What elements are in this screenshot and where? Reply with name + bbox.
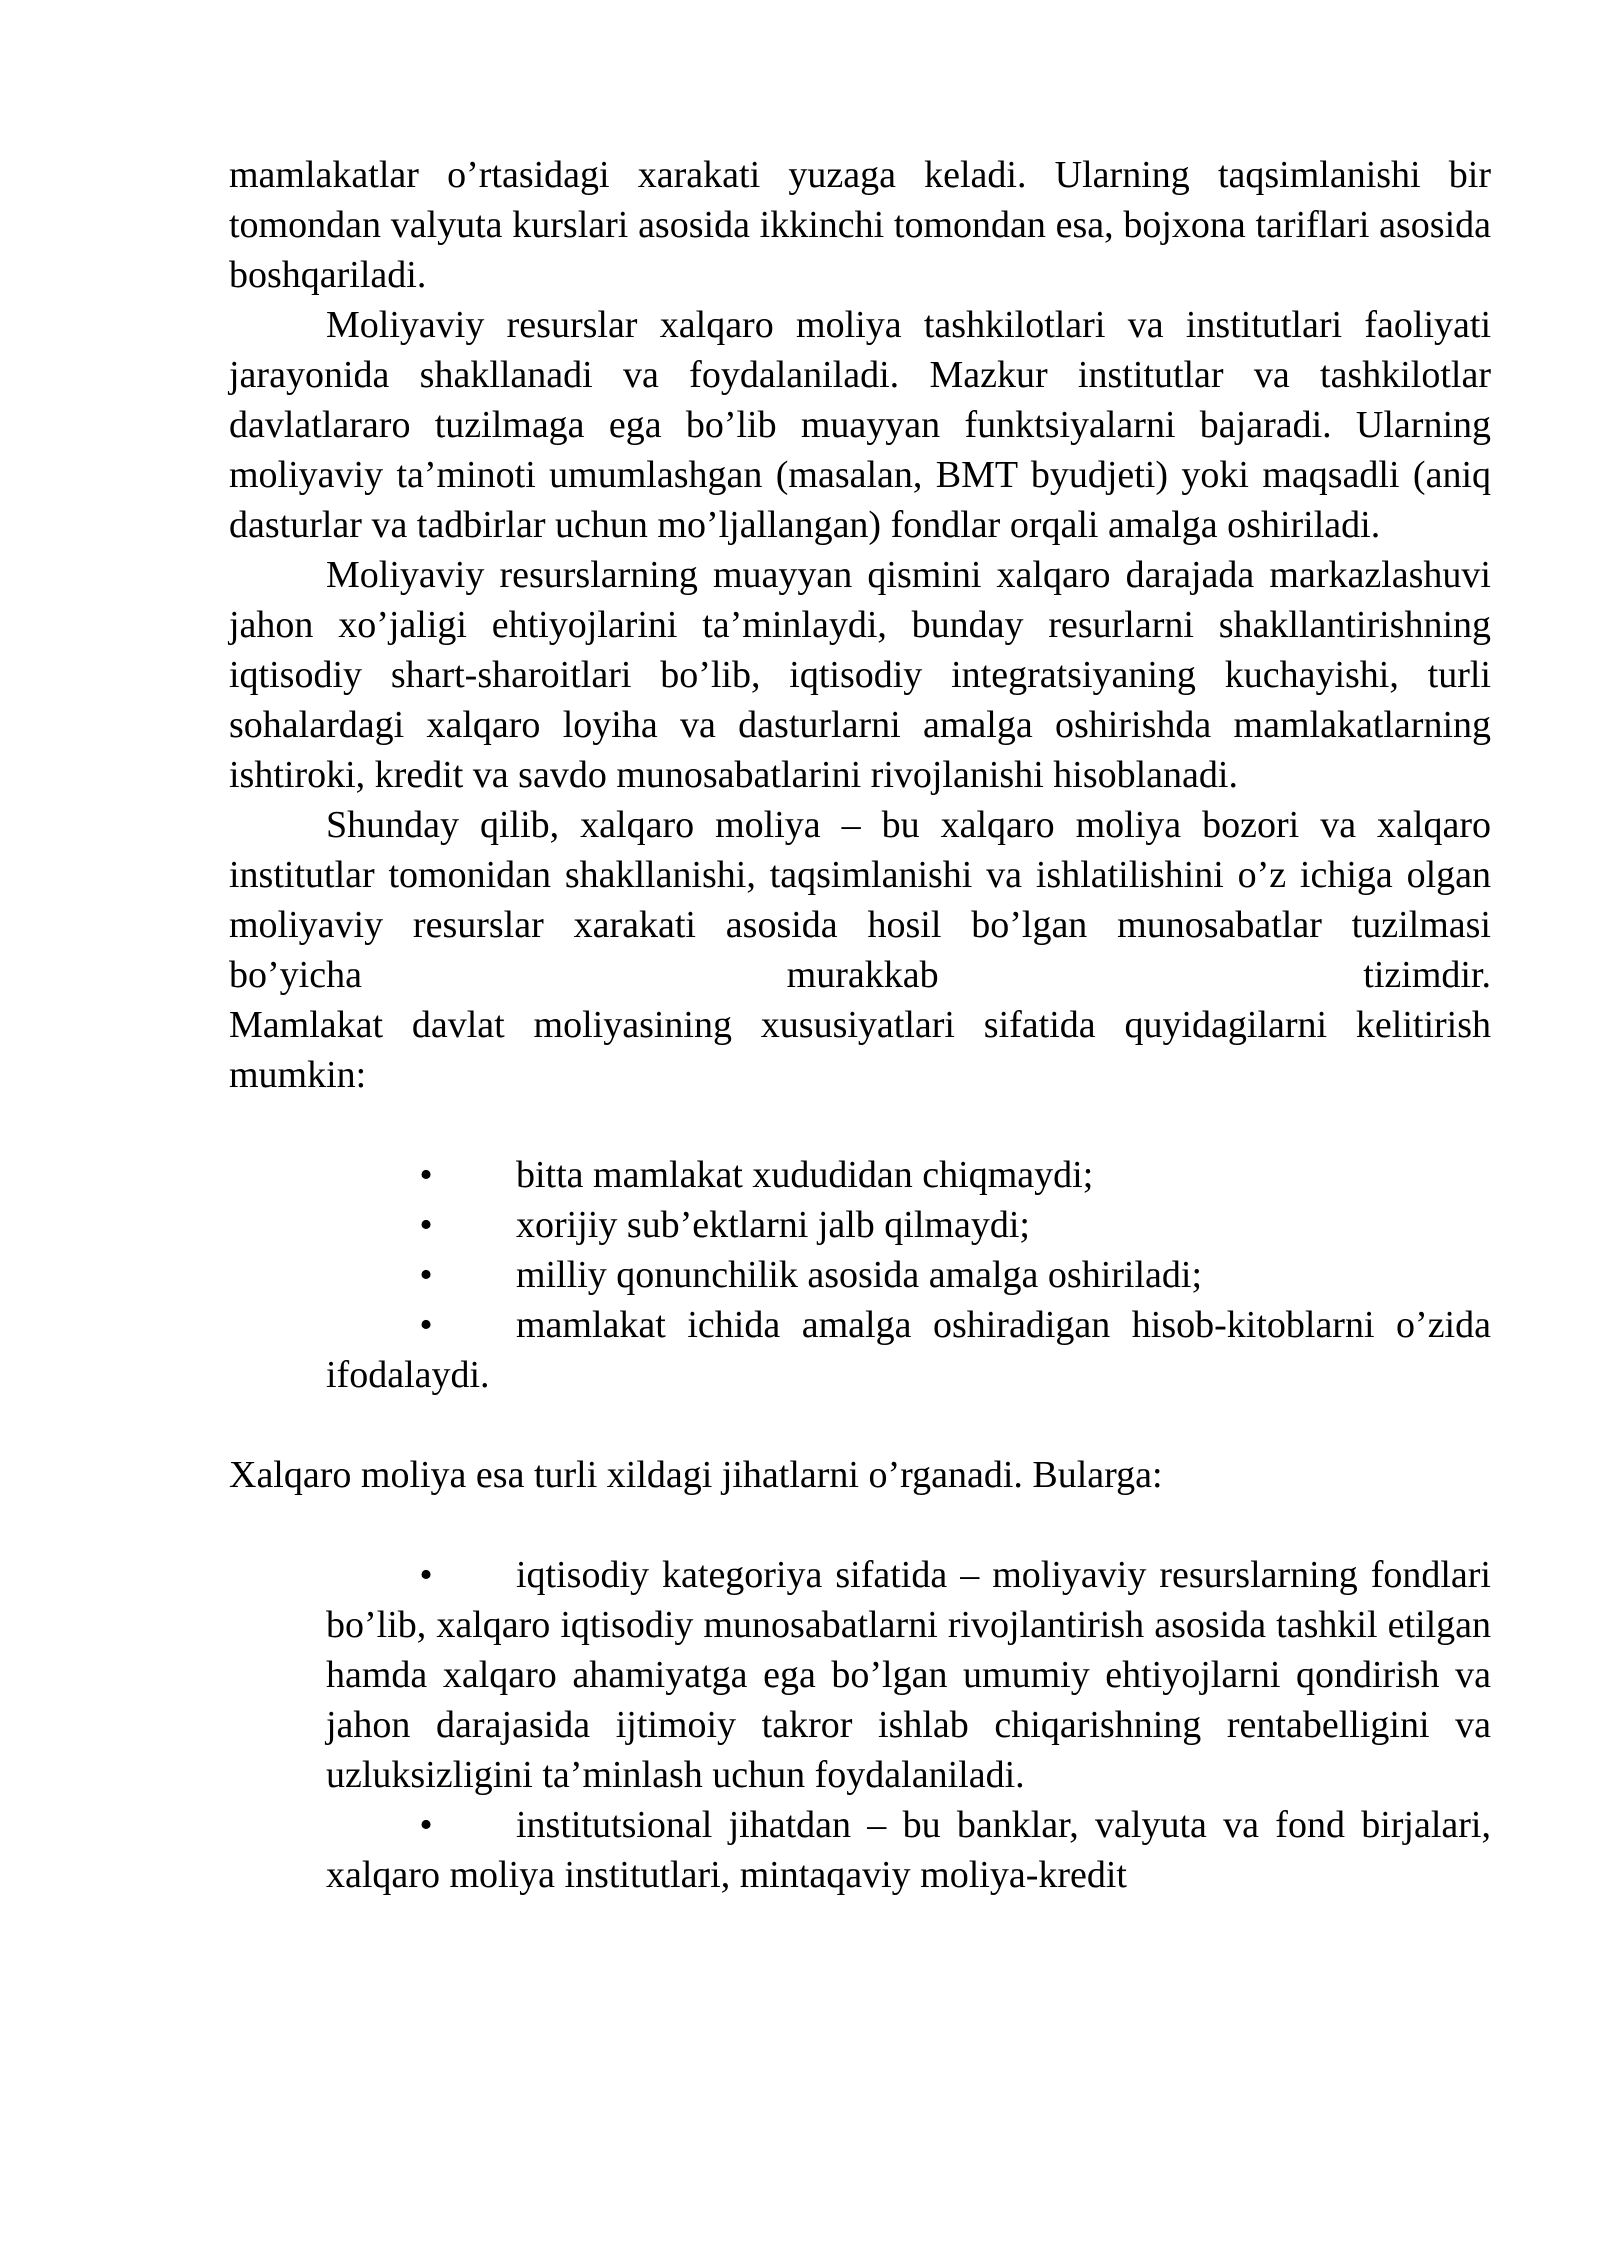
paragraph-1: mamlakatlar o’rtasidagi xarakati yuzaga keladi. Ularning taqsimlanishi bir tomondan valyuta kurslari asosida ikkinchi tomondan esa, bojxona tariflari asosida boshqariladi.	[229, 154, 1491, 296]
bullet-icon: •	[419, 1154, 433, 1196]
paragraph-6: Xalqaro moliya esa turli xildagi jihatlarni o’rganadi. Bularga:	[229, 1454, 1163, 1496]
bullet-icon: •	[419, 1554, 433, 1596]
paragraph-5: Mamlakat davlat moliyasining xususiyatlari sifatida quyidagilarni kelitirish mumkin:	[229, 1004, 1491, 1096]
bullet-icon: •	[419, 1204, 433, 1246]
list-item: • iqtisodiy kategoriya sifatida – moliyaviy resurslarning fondlari bo’lib, xalqaro iqtisodiy munosabatlarni rivojlantirish asosida tashkil etilgan hamda xalqaro ahamiyatga ega bo’lgan umumiy ehtiyojlarni qondirish va jahon darajasida ijtimoiy takror ishlab chiqarishning rentabelligini va uzluksizligini ta’minlash uchun foydalaniladi.	[326, 1550, 1491, 1800]
list-item: • mamlakat ichida amalga oshiradigan hisob-kitoblarni o’zida ifodalaydi.	[326, 1300, 1491, 1400]
list-item: • institutsional jihatdan – bu banklar, valyuta va fond birjalari, xalqaro moliya institutlari, mintaqaviy moliya-kredit	[326, 1800, 1491, 1900]
international-finance-aspects-list	[229, 1550, 1491, 1900]
document-page	[229, 150, 1491, 1900]
list-item: • bitta mamlakat xududidan chiqmaydi;	[326, 1150, 1491, 1200]
list-item: • milliy qonunchilik asosida amalga oshiriladi;	[326, 1250, 1491, 1300]
paragraph-3: Moliyaviy resurslarning muayyan qismini xalqaro darajada markazlashuvi jahon xo’jaligi ehtiyojlarini ta’minlaydi, bunday resurlarni shakllantirishning iqtisodiy shart-sharoitlari bo’lib, iqtisodiy integratsiyaning kuchayishi, turli sohalardagi xalqaro loyiha va dasturlarni amalga oshirishda mamlakatlarning ishtiroki, kredit va savdo munosabatlarini rivojlanishi hisoblanadi.	[229, 554, 1491, 796]
bullet-icon: •	[419, 1804, 433, 1846]
list-item: • xorijiy sub’ektlarni jalb qilmaydi;	[326, 1200, 1491, 1250]
paragraph-2: Moliyaviy resurslar xalqaro moliya tashkilotlari va institutlari faoliyati jarayonida shakllanadi va foydalaniladi. Mazkur institutlar va tashkilotlar davlatlararo tuzilmaga ega bo’lib muayyan funktsiyalarni bajaradi. Ularning moliyaviy ta’minoti umumlashgan (masalan, BMT byudjeti) yoki maqsadli (aniq dasturlar va tadbirlar uchun mo’ljallangan) fondlar orqali amalga oshiriladi.	[229, 304, 1491, 546]
state-finance-features-list	[229, 1150, 1491, 1400]
paragraph-4: Shunday qilib, xalqaro moliya – bu xalqaro moliya bozori va xalqaro institutlar tomonidan shakllanishi, taqsimlanishi va ishlatilishini o’z ichiga olgan moliyaviy resurslar xarakati asosida hosil bo’lgan munosabatlar tuzilmasi bo’yicha murakkab tizimdir.	[229, 804, 1491, 996]
bullet-icon: •	[419, 1304, 433, 1346]
bullet-icon: •	[419, 1254, 433, 1296]
